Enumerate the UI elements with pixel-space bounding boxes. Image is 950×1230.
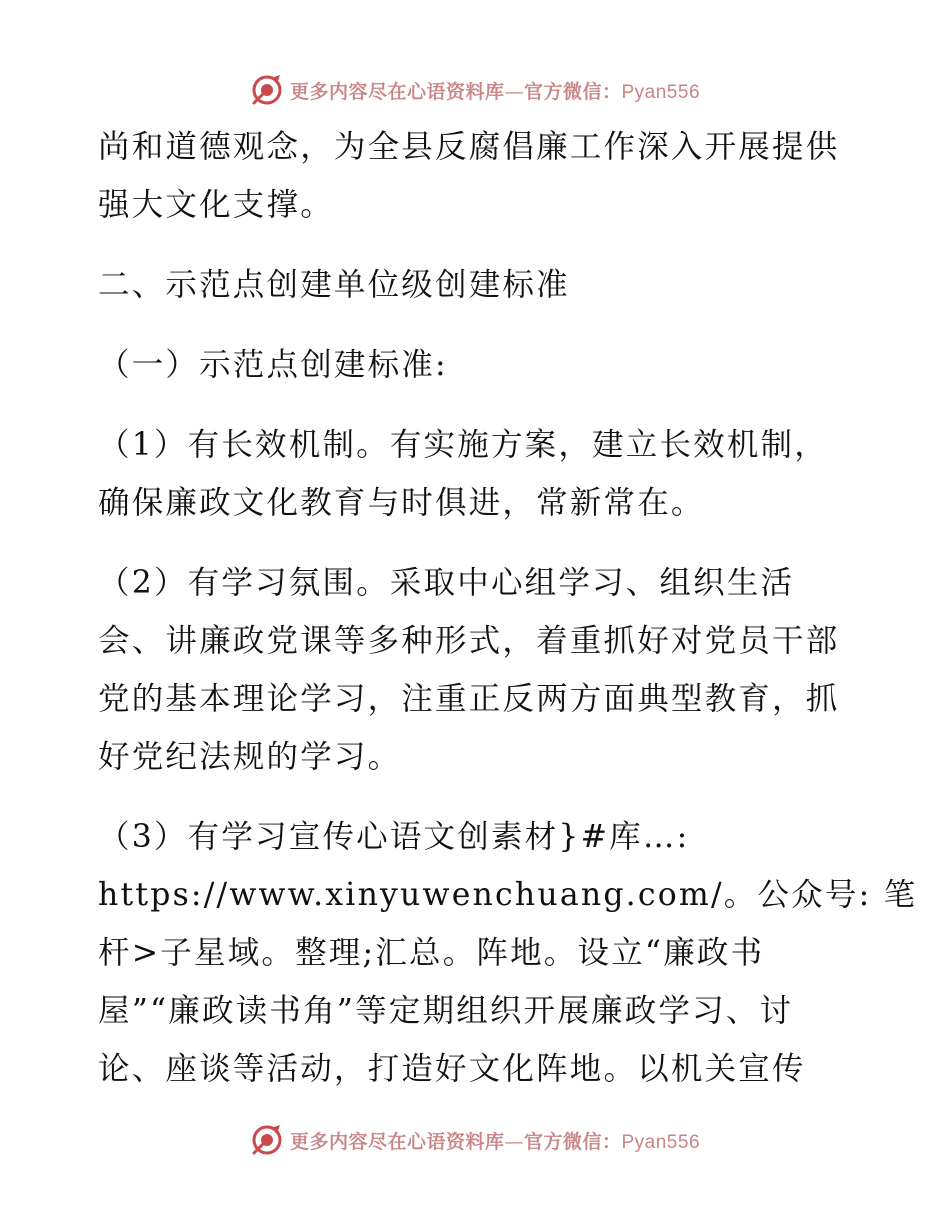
pen-logo-icon	[250, 73, 284, 107]
text-line: （2）有学习氛围。采取中心组学习、组织生活	[98, 565, 795, 601]
text-line: 强大文化支撑。	[98, 187, 334, 223]
subsection-heading	[98, 336, 858, 394]
text-line: 杆>子星域。整理;汇总。阵地。设立“廉政书	[98, 935, 765, 971]
paragraph-item-1	[98, 416, 858, 532]
footer-banner	[0, 1120, 950, 1160]
heading-line: （一）示范点创建标准:	[98, 347, 448, 383]
pen-logo-icon	[250, 1123, 284, 1157]
document-body	[98, 118, 918, 1098]
text-line: （1）有长效机制。有实施方案，建立长效机制，	[98, 427, 828, 463]
text-line: https://www.xinyuwenchuang.com/。公众号: 笔	[98, 877, 918, 913]
text-line: 好党纪法规的学习。	[98, 739, 402, 775]
header-banner-text: 更多内容尽在心语资料库—官方微信：Pyan556	[289, 80, 701, 103]
text-line: 尚和道德观念，为全县反腐倡廉工作深入开展提供	[98, 129, 840, 165]
heading-line: 二、示范点创建单位级创建标准	[98, 267, 570, 303]
footer-banner-text: 更多内容尽在心语资料库—官方微信：Pyan556	[289, 1130, 701, 1153]
paragraph-item-3	[98, 808, 918, 1098]
paragraph-item-2	[98, 554, 858, 786]
paragraph-intro-continued	[98, 118, 858, 234]
header-banner	[0, 70, 950, 110]
text-line: （3）有学习宣传心语文创素材}#库…:	[98, 819, 690, 855]
text-line: 党的基本理论学习，注重正反两方面典型教育，抓	[98, 681, 840, 717]
text-line: 会、讲廉政党课等多种形式，着重抓好对党员干部	[98, 623, 840, 659]
text-line: 论、座谈等活动，打造好文化阵地。以机关宣传	[98, 1051, 806, 1087]
text-line: 屋”“廉政读书角”等定期组织开展廉政学习、讨	[98, 993, 794, 1029]
section-heading	[98, 256, 858, 314]
text-line: 确保廉政文化教育与时俱进，常新常在。	[98, 485, 705, 521]
